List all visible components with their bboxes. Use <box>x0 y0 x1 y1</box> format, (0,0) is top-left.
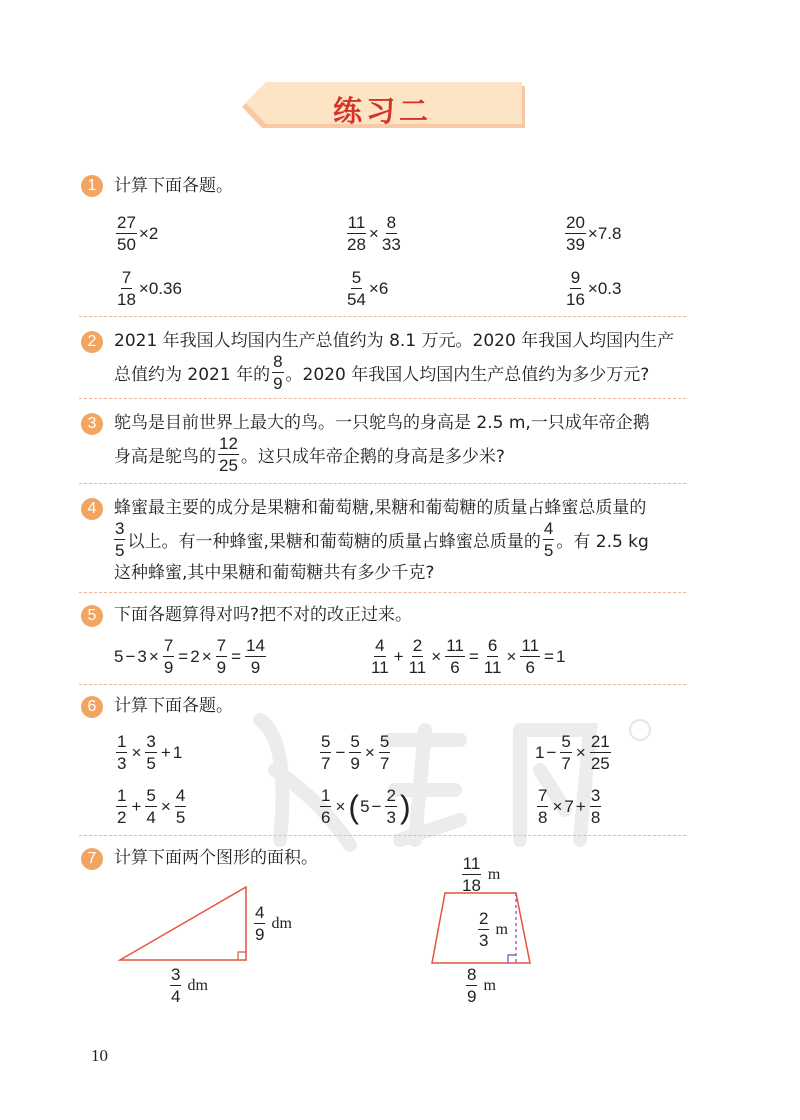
problem-number-5: 5 <box>81 605 103 627</box>
problem-3-line-2: 身高是鸵鸟的 $\frac{12}{25}$ 。这只成年帝企鹅的身高是多少米? <box>114 434 505 475</box>
triangle-height-label: $\frac{4}{9}$ dm <box>255 903 292 944</box>
p6-expr-5: $\frac{1}{6}$ × ( 5 − $\frac{2}{3}$ ) <box>321 786 411 827</box>
trapezoid-height-label: $\frac{2}{3}$ m <box>479 909 508 950</box>
problem-number-3: 3 <box>81 413 103 435</box>
p1-expr-6: $\frac{9}{16}$ ×0.3 <box>566 268 622 309</box>
problem-2-line-1: 2021 年我国人均国内生产总值约为 8.1 万元。2020 年我国人均国内生产 <box>114 331 675 351</box>
p6-expr-6: $\frac{7}{8}$ × 7 + $\frac{3}{8}$ <box>538 786 601 827</box>
p1-expr-3: $\frac{20}{39}$ ×7.8 <box>566 213 622 254</box>
problem-6-text: 计算下面各题。 <box>114 696 233 716</box>
p6-expr-2: $\frac{5}{7}$ − $\frac{5}{9}$ × $\frac{5}{7}$ <box>321 732 390 773</box>
problem-4-line-1: 蜂蜜最主要的成分是果糖和葡萄糖,果糖和葡萄糖的质量占蜂蜜总质量的 <box>114 498 647 518</box>
p6-expr-3: 1 − $\frac{5}{7}$ × $\frac{21}{25}$ <box>535 732 610 773</box>
p1-expr-1: $\frac{27}{50}$ ×2 <box>117 213 159 254</box>
p1-expr-5: $\frac{5}{54}$ ×6 <box>347 268 389 309</box>
problem-number-4: 4 <box>81 498 103 520</box>
problem-5-text: 下面各题算得对吗?把不对的改正过来。 <box>114 605 413 625</box>
problem-4-line-3: 这种蜂蜜,其中果糖和葡萄糖共有多少千克? <box>114 563 435 583</box>
right-angle-mark <box>238 952 246 960</box>
trapezoid-bottom-label: $\frac{8}{9}$ m <box>467 965 496 1006</box>
problem-number-1: 1 <box>81 175 103 197</box>
right-triangle <box>120 887 246 960</box>
problem-4-line-2: $\frac{3}{5}$ 以上。有一种蜂蜜,果糖和葡萄糖的质量占蜂蜜总质量的 $\frac{4}{5}$ 。有 2.5 kg <box>115 519 649 560</box>
page-title: 练习二 <box>332 94 432 128</box>
page-number: 10 <box>91 1046 108 1065</box>
trapezoid-top-label: $\frac{11}{18}$ m <box>462 854 501 895</box>
p1-expr-2: $\frac{11}{28}$ × $\frac{8}{33}$ <box>347 213 401 254</box>
problem-7-text: 计算下面两个图形的面积。 <box>114 848 318 868</box>
p5-expr-2: $\frac{4}{11}$ + $\frac{2}{11}$ × $\frac{11}{6}$ = $\frac{6}{11}$ × $\frac{11}{6}$ = 1 <box>371 636 566 677</box>
triangle-base-label: $\frac{3}{4}$ dm <box>171 965 208 1006</box>
problem-1-text: 计算下面各题。 <box>114 176 233 196</box>
p1-expr-4: $\frac{7}{18}$ ×0.36 <box>117 268 182 309</box>
p5-expr-1: 5 − 3 × $\frac{7}{9}$ = 2 × $\frac{7}{9}$ = $\frac{14}{9}$ <box>114 636 265 677</box>
p6-expr-4: $\frac{1}{2}$ + $\frac{5}{4}$ × $\frac{4}{5}$ <box>117 786 186 827</box>
right-angle-mark <box>508 955 516 963</box>
problem-number-7: 7 <box>81 848 103 870</box>
problem-number-2: 2 <box>81 331 103 353</box>
problem-2-line-2: 总值约为 2021 年的 $\frac{8}{9}$ 。2020 年我国人均国内生产总值约为多少万元? <box>114 352 650 393</box>
problem-3-line-1: 鸵鸟是目前世界上最大的鸟。一只鸵鸟的身高是 2.5 m,一只成年帝企鹅 <box>114 413 650 433</box>
problem-number-6: 6 <box>81 696 103 718</box>
p6-expr-1: $\frac{1}{3}$ × $\frac{3}{5}$ + 1 <box>117 732 183 773</box>
